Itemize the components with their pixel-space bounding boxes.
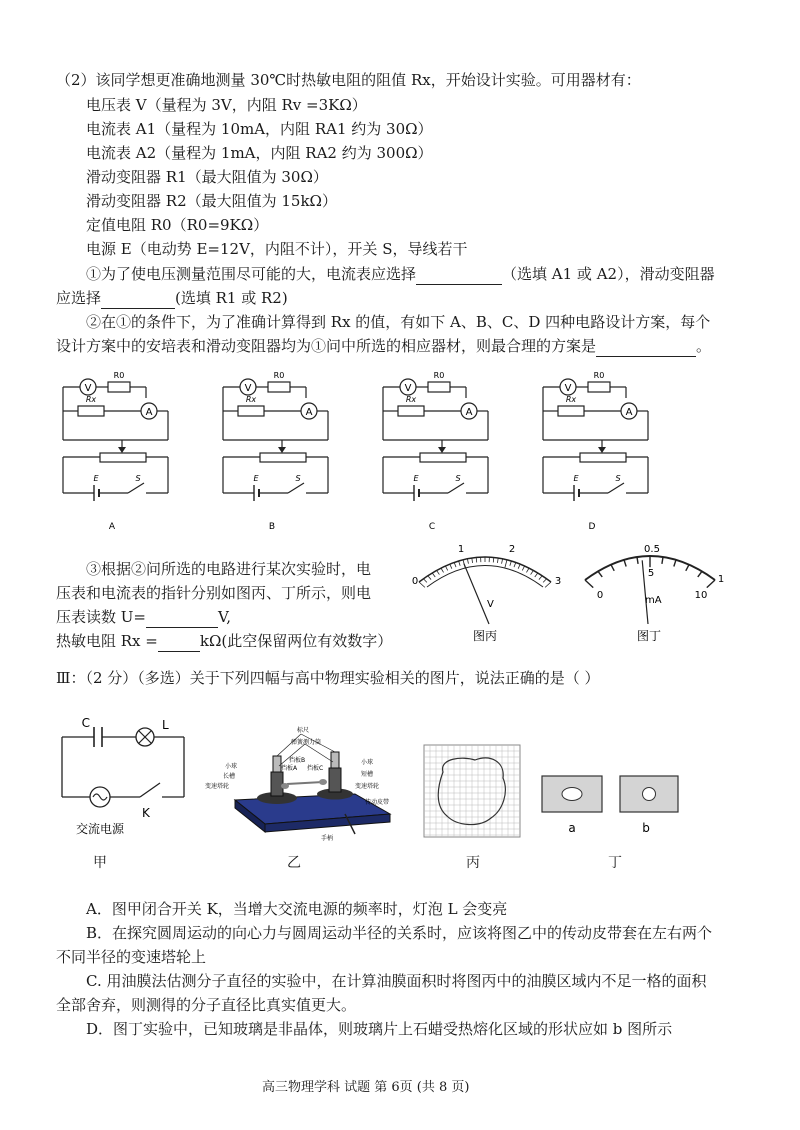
- q3-text-rx: 热敏电阻 Rx =: [56, 632, 158, 650]
- meter-tick: [686, 565, 689, 571]
- battery-d: E: [573, 474, 579, 483]
- yi-label-baffle-b: 挡板B: [289, 757, 306, 764]
- yi-label-ball-left: 小球: [225, 763, 238, 770]
- meter-tick: [419, 582, 425, 587]
- voltmeter-c: V: [404, 383, 412, 394]
- rx-c: Rx: [405, 395, 417, 404]
- q3-text-tail: kΩ(此空保留两位有效数字）: [199, 632, 393, 650]
- yi-label-handle: 手柄: [321, 835, 334, 842]
- yi-label-baffle-c: 挡板C: [307, 765, 324, 772]
- meter-tick: [472, 558, 473, 563]
- switch-b: S: [295, 474, 301, 483]
- circuit-label-c: C: [428, 522, 436, 532]
- meter-tick: [698, 571, 702, 577]
- q3-line2: 压表和电流表的指针分别如图丙、丁所示，则电: [56, 584, 372, 602]
- voltmeter-d: V: [564, 383, 572, 394]
- battery-b: E: [253, 474, 259, 483]
- yi-label-short-slot: 短槽: [361, 771, 374, 778]
- ammeter-d: A: [625, 407, 633, 418]
- equipment-power-source: 电源 E（电动势 E=12V，内阻不计），开关 S，导线若干: [86, 240, 468, 258]
- voltmeter-scale-inner-arc: [427, 566, 543, 588]
- equipment-rheostat-r2: 滑动变阻器 R2（最大阻值为 15kΩ）: [86, 192, 337, 210]
- battery-c: E: [413, 474, 419, 483]
- circuit-label-d: D: [588, 522, 596, 532]
- answer-blank-voltage[interactable]: [146, 607, 218, 628]
- voltmeter-b: V: [244, 383, 252, 394]
- q1-line1: [86, 264, 715, 285]
- r0-c: R0: [433, 371, 445, 380]
- yi-label-cone-right: 变速塔轮: [355, 783, 380, 790]
- yi-label-belt: 传动皮带: [365, 799, 390, 806]
- meter-tick: [624, 560, 626, 567]
- answer-blank-rheostat[interactable]: [101, 288, 175, 309]
- switch-c: S: [455, 474, 461, 483]
- meter-tick: [598, 571, 602, 577]
- caption-yi: 乙: [287, 855, 301, 871]
- meter-tick: [423, 579, 426, 583]
- yi-label-cone-left: 变速塔轮: [205, 783, 230, 790]
- circuit-label-a: A: [108, 522, 116, 532]
- voltmeter-needle: [464, 564, 489, 624]
- meter-tick: [432, 573, 435, 577]
- meter-tick: [493, 557, 494, 562]
- battery-a: E: [93, 474, 99, 483]
- switch-k: [140, 783, 160, 797]
- equipment-voltmeter: 电压表 V（量程为 3V，内阻 Rv =3KΩ）: [86, 96, 367, 114]
- meter-tick: [437, 570, 440, 574]
- q1-text-a: ①为了使电压测量范围尽可能的大，电流表应选择: [86, 265, 417, 283]
- meter-tick: [467, 559, 468, 564]
- meter-tick: [497, 558, 498, 563]
- q1-line2: [56, 288, 288, 309]
- meter-tick: [662, 557, 663, 564]
- yi-label-baffle-a: 挡板A: [281, 765, 298, 772]
- equipment-resistor-r0: 定值电阻 R0（R0=9KΩ）: [86, 216, 269, 234]
- amp-scale-bottom-5: 5: [647, 568, 655, 579]
- meter-tick: [585, 580, 593, 588]
- label-c: C: [81, 716, 90, 730]
- option-a[interactable]: A．图甲闭合开关 K，当增大交流电源的频率时，灯泡 L 会变亮: [86, 900, 508, 918]
- meter-tick: [459, 561, 461, 566]
- meter-tick: [522, 566, 524, 570]
- equipment-ammeter-a1: 电流表 A1（量程为 10mA，内阻 RA1 约为 30Ω）: [86, 120, 433, 138]
- meter-tick: [454, 562, 456, 567]
- volt-scale-0: 0: [411, 576, 419, 587]
- volt-unit: V: [487, 599, 494, 610]
- meter-tick: [539, 576, 542, 580]
- equipment-ammeter-a2: 电流表 A2（量程为 1mA，内阻 RA2 约为 300Ω）: [86, 144, 433, 162]
- meter-tick: [526, 568, 529, 572]
- label-b: b: [642, 821, 650, 835]
- meter-tick: [441, 568, 444, 572]
- meter-tick: [531, 570, 534, 574]
- q3-unit-v: V,: [217, 608, 231, 626]
- q2-line1: ②在①的条件下，为了准确计算得到 Rx 的值，有如下 A、B、C、D 四种电路设计方案，每个: [86, 313, 711, 331]
- meter-figures: [405, 540, 745, 655]
- rx-b: Rx: [245, 395, 257, 404]
- meter-tick: [514, 562, 516, 567]
- label-l: L: [162, 718, 169, 732]
- caption-jia: 甲: [93, 855, 107, 871]
- voltmeter-a: V: [84, 383, 92, 394]
- meter-tick: [535, 573, 538, 577]
- volt-scale-2: 2: [508, 544, 516, 555]
- yi-label-long-slot: 长槽: [223, 773, 236, 780]
- switch-d: S: [615, 474, 621, 483]
- equipment-rheostat-r1: 滑动变阻器 R1（最大阻值为 30Ω）: [86, 168, 328, 186]
- meter-tick: [543, 579, 546, 583]
- meter-tick: [518, 564, 520, 569]
- option-c-line2: 全部舍弃，则测得的分子直径比真实值更大。: [56, 996, 357, 1014]
- r0-b: R0: [273, 371, 285, 380]
- q1-text-d: (选填 R1 或 R2): [175, 289, 288, 307]
- amp-scale-bottom-10: 10: [694, 590, 708, 601]
- r0-a: R0: [113, 371, 125, 380]
- ammeter-a: A: [145, 407, 153, 418]
- meter-tick: [502, 559, 503, 564]
- yi-label-spring: 弹簧测力筒: [291, 739, 322, 746]
- volt-scale-3: 3: [554, 576, 562, 587]
- amp-unit: mA: [645, 595, 662, 606]
- meter-tick: [611, 565, 614, 571]
- meter-tick: [707, 580, 715, 588]
- figure-yi-centripetal-apparatus: [205, 722, 420, 852]
- figure-bing-oil-film: [423, 744, 523, 840]
- caption-bing: 丙: [466, 855, 480, 871]
- voltmeter-ticks: [419, 557, 551, 587]
- caption-ding: 丁: [608, 855, 622, 871]
- circuit-label-b: B: [268, 522, 276, 532]
- label-a: a: [568, 821, 576, 835]
- q3-line1: ③根据②问所选的电路进行某次实验时，电: [86, 560, 372, 578]
- answer-blank-scheme[interactable]: [596, 336, 696, 357]
- option-b-line2: 不同半径的变速塔轮上: [56, 948, 207, 966]
- q1-text-c: 应选择: [56, 289, 102, 307]
- label-ac-source: 交流电源: [76, 822, 125, 836]
- amp-scale-top-1: 1: [717, 574, 725, 585]
- amp-scale-top-0: 0.5: [644, 544, 660, 555]
- yi-label-ruler: 标尺: [297, 727, 310, 734]
- meter-tick: [674, 560, 676, 567]
- meter-tick: [445, 566, 447, 570]
- meter-tick: [476, 557, 477, 562]
- melt-circle: [643, 788, 656, 801]
- r0-d: R0: [593, 371, 605, 380]
- meter-tick: [545, 582, 551, 587]
- q3-line3: [56, 607, 231, 628]
- answer-blank-resistance[interactable]: [158, 631, 200, 652]
- volt-scale-1: 1: [457, 544, 465, 555]
- q3-line4: [56, 631, 392, 652]
- yi-label-ball-right: 小球: [361, 759, 374, 766]
- q3-text-u: 压表读数 U=: [56, 608, 146, 626]
- caption-bing-meter: 图丙: [472, 629, 498, 643]
- label-k: K: [142, 806, 150, 820]
- part2-intro: （2）该同学想更准确地测量 30℃时热敏电阻的阻值 Rx，开始设计实验。可用器材有：: [56, 71, 641, 89]
- meter-tick: [510, 561, 512, 566]
- option-d[interactable]: D．图丁实验中，已知玻璃是非晶体，则玻璃片上石蜡受热熔化区域的形状应如 b 图所示: [86, 1020, 673, 1038]
- ammeter-c: A: [465, 407, 473, 418]
- figure-ding-glass-plates: [540, 770, 690, 840]
- circuit-diagrams: [50, 365, 690, 540]
- option-c-line1[interactable]: C. 用油膜法估测分子直径的实验中，在计算油膜面积时将图丙中的油膜区域内不足一格的面积: [86, 972, 707, 990]
- rx-d: Rx: [565, 395, 577, 404]
- figure-jia-ac-circuit: [50, 715, 200, 865]
- q2-text: 设计方案中的安培表和滑动变阻器均为①问中所选的相应器材，则最合理的方案是: [56, 337, 597, 355]
- answer-blank-ammeter[interactable]: [416, 264, 502, 285]
- rx-a: Rx: [85, 395, 97, 404]
- part3-stem: Ⅲ：（2 分）（多选）关于下列四幅与高中物理实验相关的图片，说法正确的是（ ）: [56, 669, 600, 687]
- q1-text-b: （选填 A1 或 A2），滑动变阻器: [502, 265, 715, 283]
- q2-line2: [56, 336, 711, 357]
- option-b-line1[interactable]: B．在探究圆周运动的向心力与圆周运动半径的关系时，应该将图乙中的传动皮带套在左右两个: [86, 924, 713, 942]
- meter-tick: [428, 576, 431, 580]
- amp-scale-bottom-0: 0: [596, 590, 604, 601]
- meter-tick: [450, 564, 452, 569]
- switch-a: S: [135, 474, 141, 483]
- ammeter-b: A: [305, 407, 313, 418]
- meter-tick: [637, 557, 638, 564]
- melt-ellipse: [562, 788, 582, 801]
- page-footer: 高三物理学科 试题 第 6页 (共 8 页): [262, 1080, 470, 1095]
- meter-tick: [505, 560, 507, 568]
- caption-ding-meter: 图丁: [636, 629, 662, 643]
- q2-end: 。: [696, 337, 712, 355]
